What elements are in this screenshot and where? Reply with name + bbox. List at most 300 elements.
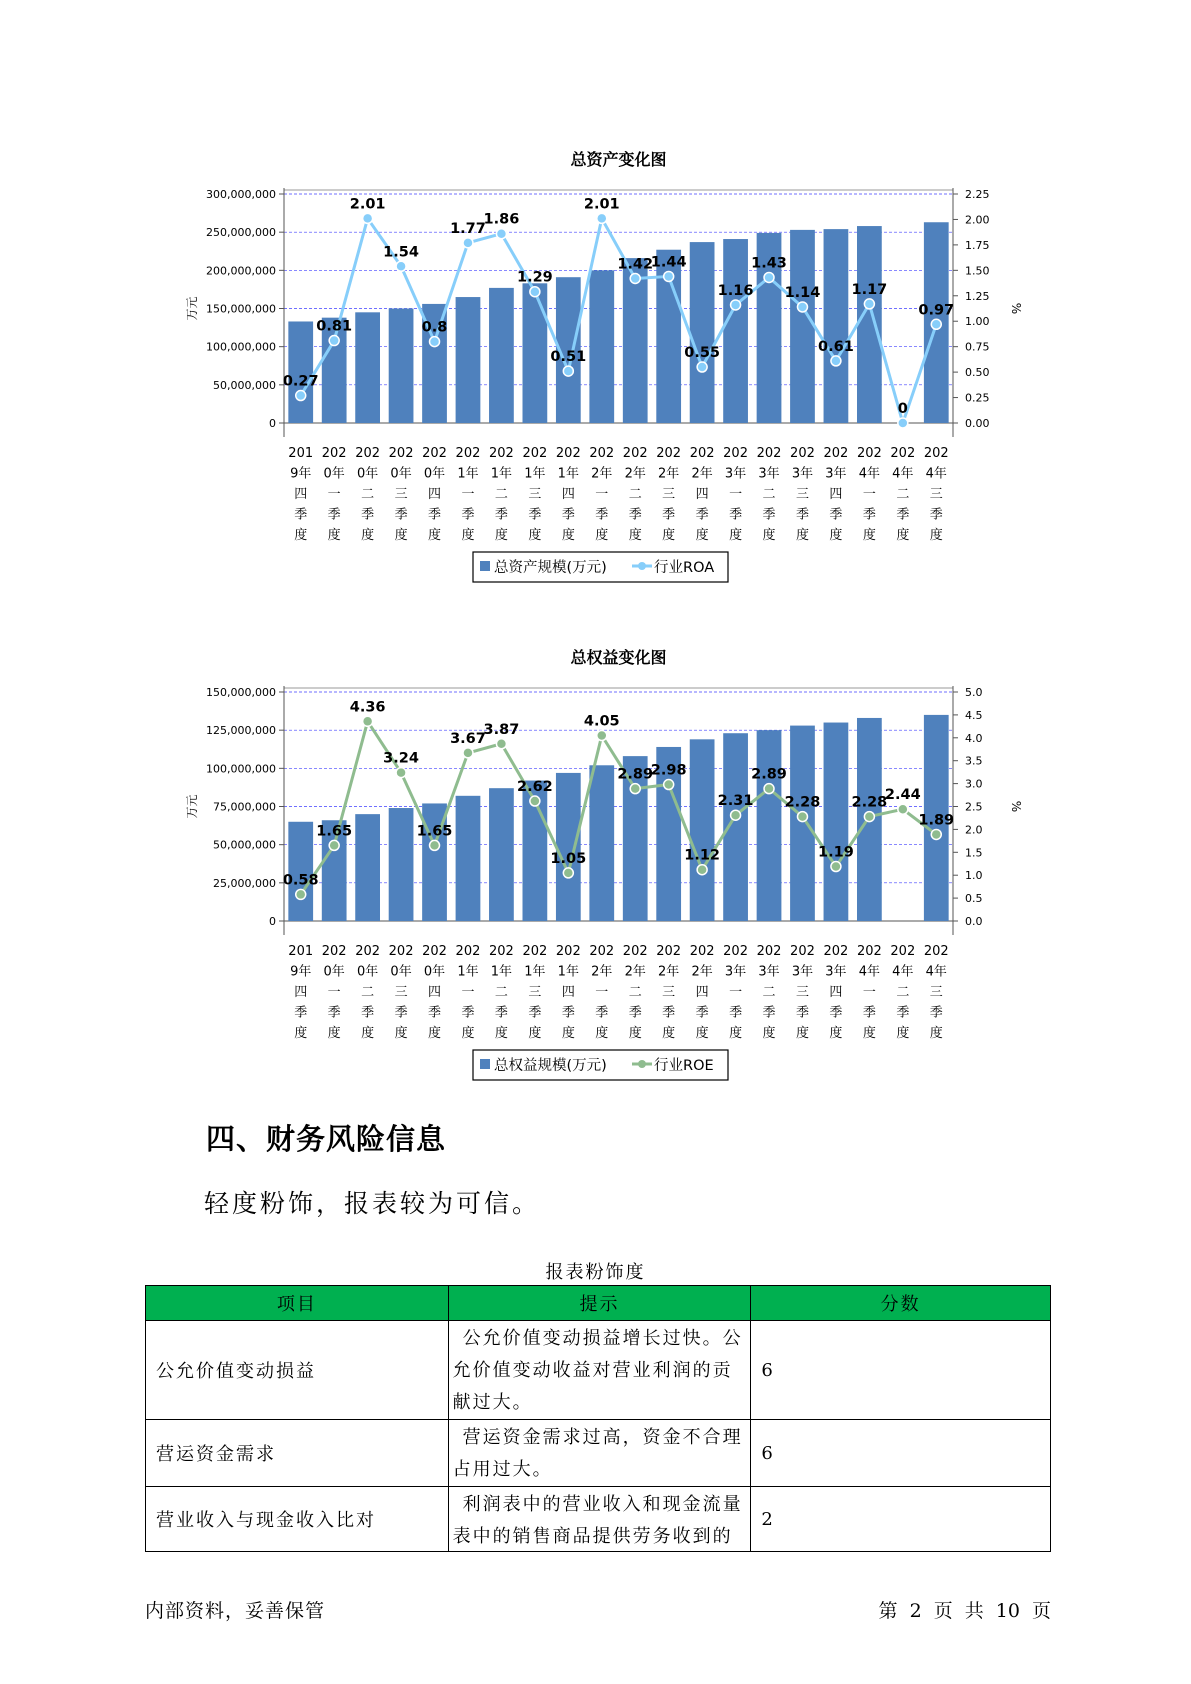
x-tick-label: 四: [294, 487, 308, 502]
x-tick-label: 度: [729, 1026, 743, 1041]
x-tick-label: 季: [896, 1005, 910, 1021]
chart-bar: [389, 808, 414, 921]
y2-tick-label: 4.5: [965, 708, 983, 722]
footer-note: 内部资料，妥善保管: [145, 1600, 326, 1622]
x-tick-label: 202: [923, 446, 949, 461]
y2-tick-label: 1.00: [965, 315, 990, 329]
x-tick-label: 度: [896, 528, 910, 543]
x-tick-label: 季: [327, 507, 341, 523]
series-point: [296, 391, 306, 401]
x-tick-label: 季: [929, 1005, 943, 1021]
x-tick-label: 度: [628, 1026, 642, 1041]
y2-tick-label: 1.75: [965, 238, 990, 252]
x-tick-label: 季: [695, 507, 709, 523]
series-point: [764, 272, 774, 282]
x-tick-label: 度: [361, 528, 375, 543]
series-point: [898, 804, 908, 814]
x-tick-label: 3年: [724, 466, 747, 482]
y-tick-label: 250,000,000: [206, 226, 276, 240]
x-tick-label: 季: [729, 507, 743, 523]
x-tick-label: 度: [561, 1026, 575, 1041]
chart-bar: [723, 239, 748, 423]
chart-svg: [0, 135, 1191, 605]
x-tick-label: 度: [327, 1026, 341, 1041]
y2-tick-label: 2.00: [965, 213, 990, 227]
x-tick-label: 度: [461, 528, 475, 543]
x-tick-label: 度: [795, 1026, 809, 1041]
table-header-item: 项目: [146, 1286, 449, 1321]
x-tick-label: 度: [762, 528, 776, 543]
y2-tick-label: 0.25: [965, 391, 990, 405]
x-tick-label: 三: [662, 487, 676, 502]
x-tick-label: 四: [561, 487, 575, 502]
x-tick-label: 度: [829, 528, 843, 543]
section-summary: 轻度粉饰，报表较为可信。: [204, 1189, 541, 1218]
chart-bar: [456, 796, 481, 921]
series-point: [931, 319, 941, 329]
data-label: 2.01: [583, 196, 620, 213]
chart-bar: [824, 229, 849, 423]
data-label: 1.42: [617, 256, 654, 273]
series-point: [430, 337, 440, 347]
series-point: [329, 840, 339, 850]
y2-tick-label: 0.50: [965, 366, 990, 380]
x-tick-label: 季: [896, 507, 910, 523]
data-label: 1.77: [450, 220, 486, 237]
x-tick-label: 度: [662, 1026, 676, 1041]
x-tick-label: 季: [394, 1005, 408, 1021]
x-tick-label: 4年: [892, 964, 914, 980]
x-tick-label: 202: [756, 446, 782, 461]
x-tick-label: 度: [762, 1026, 776, 1041]
y2-tick-label: 5.0: [965, 686, 983, 699]
x-tick-label: 季: [528, 507, 542, 523]
y-tick-label: 300,000,000: [206, 188, 276, 201]
series-point: [630, 273, 640, 283]
row-hint: 利润表中的营业收入和现金流量表中的销售商品提供劳务收到的: [452, 1494, 743, 1547]
y2-tick-label: 3.0: [965, 777, 983, 791]
x-tick-label: 季: [762, 507, 776, 523]
x-tick-label: 202: [422, 446, 447, 461]
x-tick-label: 3年: [791, 964, 814, 980]
x-tick-label: 度: [862, 528, 876, 543]
chart-bar: [857, 226, 882, 423]
x-tick-label: 0年: [423, 466, 446, 482]
chart-bar: [522, 283, 547, 423]
total-assets-chart: [0, 135, 1191, 605]
data-label: 1.86: [483, 211, 520, 228]
series-point: [496, 229, 506, 239]
x-tick-label: 1年: [557, 964, 579, 980]
chart-bar: [489, 288, 514, 423]
series-point: [630, 784, 640, 794]
series-point: [363, 213, 373, 223]
plot-frame: [284, 190, 953, 423]
x-tick-label: 季: [628, 507, 642, 523]
y-tick-label: 100,000,000: [206, 340, 276, 354]
data-label: 1.65: [416, 823, 453, 840]
x-tick-label: 202: [589, 446, 615, 461]
x-tick-label: 四: [428, 487, 442, 502]
x-tick-label: 202: [923, 944, 949, 959]
x-tick-label: 202: [455, 446, 481, 461]
x-tick-label: 季: [795, 1005, 809, 1021]
data-label: 0.61: [818, 338, 854, 355]
risk-table: [145, 1285, 1051, 1552]
legend-line-marker: [638, 562, 646, 570]
chart-bar: [757, 730, 782, 921]
x-tick-label: 度: [628, 528, 642, 543]
chart-bar: [690, 739, 715, 921]
x-tick-label: 202: [321, 944, 347, 959]
x-tick-label: 度: [662, 528, 676, 543]
series-point: [797, 812, 807, 822]
x-tick-label: 季: [361, 1005, 375, 1021]
x-tick-label: 一: [327, 985, 341, 1000]
series-point: [864, 299, 874, 309]
x-tick-label: 202: [489, 446, 514, 461]
series-point: [697, 362, 707, 372]
data-label: 0: [897, 401, 908, 417]
x-tick-label: 201: [288, 446, 314, 461]
x-tick-label: 度: [327, 528, 341, 543]
x-tick-label: 度: [929, 528, 943, 543]
x-tick-label: 202: [823, 446, 849, 461]
y2-tick-label: 0.5: [965, 892, 983, 906]
x-tick-label: 1年: [490, 466, 513, 482]
x-tick-label: 0年: [423, 964, 446, 980]
legend-bar-swatch: [480, 561, 490, 571]
y2-tick-label: 1.50: [965, 264, 990, 278]
page-number: 第 2 页 共 10 页: [878, 1600, 1051, 1622]
y2-axis-label: %: [1009, 302, 1023, 315]
legend-bar-swatch: [480, 1059, 490, 1069]
series-point: [363, 716, 373, 726]
data-label: 1.14: [784, 284, 821, 301]
chart-title: 总权益变化图: [570, 648, 667, 667]
data-label: 3.67: [450, 730, 486, 747]
data-label: 1.17: [851, 281, 888, 298]
data-label: 4.05: [583, 713, 620, 730]
x-tick-label: 度: [428, 528, 442, 543]
x-tick-label: 202: [723, 944, 748, 959]
data-label: 2.44: [884, 787, 921, 804]
legend-bar-label: 总资产规模(万元): [494, 560, 607, 576]
x-tick-label: 季: [461, 507, 475, 523]
y2-tick-label: 4.0: [965, 731, 983, 745]
x-tick-label: 1年: [524, 964, 546, 980]
x-tick-label: 季: [862, 1005, 876, 1021]
x-tick-label: 一: [461, 985, 475, 1000]
x-tick-label: 202: [823, 944, 849, 959]
x-tick-label: 季: [461, 1005, 475, 1021]
row-hint: 公允价值变动损益增长过快。公允价值变动收益对营业利润的贡献过大。: [448, 1321, 751, 1420]
x-tick-label: 9年: [290, 964, 312, 980]
series-point: [530, 796, 540, 806]
y2-tick-label: 3.5: [965, 754, 983, 768]
data-label: 2.98: [650, 762, 687, 779]
row-score: 6: [751, 1420, 1051, 1487]
chart-bar: [456, 297, 481, 423]
x-tick-label: 度: [829, 1026, 843, 1041]
x-tick-label: 1年: [490, 964, 513, 980]
series-point: [530, 287, 540, 297]
data-label: 1.19: [818, 844, 854, 861]
row-item: 营运资金需求: [146, 1420, 449, 1487]
x-tick-label: 二: [494, 985, 508, 1000]
x-tick-label: 季: [762, 1005, 776, 1021]
x-tick-label: 二: [896, 985, 910, 1000]
x-tick-label: 3年: [825, 466, 847, 482]
x-tick-label: 季: [327, 1005, 341, 1021]
x-tick-label: 202: [589, 944, 615, 959]
chart-bar: [489, 788, 514, 921]
x-tick-label: 季: [662, 1005, 676, 1021]
x-tick-label: 度: [729, 528, 743, 543]
data-label: 2.62: [516, 779, 553, 796]
series-point: [831, 861, 841, 871]
chart-bar: [288, 321, 313, 423]
x-tick-label: 季: [829, 1005, 843, 1021]
x-tick-label: 202: [790, 944, 815, 959]
x-tick-label: 三: [795, 985, 809, 1000]
x-tick-label: 202: [856, 944, 882, 959]
x-tick-label: 二: [896, 487, 910, 502]
series-point: [396, 261, 406, 271]
x-tick-label: 4年: [892, 466, 914, 482]
x-tick-label: 一: [862, 985, 876, 1000]
x-tick-label: 0年: [390, 964, 412, 980]
series-point: [597, 731, 607, 741]
chart-bar: [288, 822, 313, 921]
x-tick-label: 度: [428, 1026, 442, 1041]
x-tick-label: 二: [762, 487, 776, 502]
series-point: [797, 302, 807, 312]
x-tick-label: 202: [555, 944, 581, 959]
x-tick-label: 202: [522, 944, 548, 959]
x-tick-label: 202: [622, 446, 648, 461]
x-tick-label: 季: [494, 1005, 508, 1021]
x-tick-label: 季: [528, 1005, 542, 1021]
x-tick-label: 2年: [591, 964, 613, 980]
x-tick-label: 201: [288, 944, 314, 959]
x-tick-label: 度: [394, 1026, 408, 1041]
data-label: 2.28: [784, 794, 821, 811]
x-tick-label: 202: [656, 446, 682, 461]
x-tick-label: 二: [628, 985, 642, 1000]
data-label: 0.97: [918, 302, 955, 319]
series-point: [496, 739, 506, 749]
x-tick-label: 0年: [356, 466, 379, 482]
legend-line-label: 行业ROA: [654, 560, 715, 576]
x-tick-label: 202: [689, 944, 715, 959]
data-label: 0.8: [421, 319, 448, 336]
y-tick-label: 125,000,000: [206, 724, 276, 738]
y-tick-label: 0: [269, 417, 276, 430]
chart-bar: [355, 312, 380, 423]
x-tick-label: 二: [361, 487, 375, 502]
row-hint: 营运资金需求过高，资金不合理占用过大。: [448, 1420, 751, 1487]
data-label: 0.55: [684, 345, 721, 362]
data-label: 0.27: [282, 373, 319, 390]
data-label: 4.36: [349, 699, 386, 716]
data-label: 0.51: [550, 349, 587, 366]
series-point: [664, 780, 674, 790]
chart-bar: [355, 814, 380, 921]
x-tick-label: 二: [361, 985, 375, 1000]
series-point: [563, 366, 573, 376]
x-tick-label: 度: [494, 528, 508, 543]
data-label: 1.65: [316, 823, 353, 840]
chart-bar: [690, 242, 715, 423]
x-tick-label: 季: [561, 507, 575, 523]
series-point: [731, 300, 741, 310]
data-label: 1.89: [918, 812, 955, 829]
x-tick-label: 季: [294, 507, 308, 523]
x-tick-label: 四: [294, 985, 308, 1000]
section-heading: 四、财务风险信息: [206, 1122, 447, 1156]
x-tick-label: 度: [394, 528, 408, 543]
legend-bar-label: 总权益规模(万元): [494, 1058, 607, 1074]
y-tick-label: 0: [269, 915, 276, 928]
x-tick-label: 季: [795, 507, 809, 523]
table-row: [146, 1420, 1051, 1487]
x-tick-label: 三: [394, 985, 408, 1000]
series-point: [463, 748, 473, 758]
x-tick-label: 202: [723, 446, 748, 461]
x-tick-label: 季: [829, 507, 843, 523]
x-tick-label: 3年: [791, 466, 814, 482]
series-point: [296, 889, 306, 899]
series-point: [664, 271, 674, 281]
x-tick-label: 季: [662, 507, 676, 523]
y-tick-label: 150,000,000: [206, 686, 276, 699]
data-label: 0.58: [282, 872, 319, 889]
x-tick-label: 季: [595, 1005, 609, 1021]
series-point: [864, 812, 874, 822]
x-tick-label: 一: [327, 487, 341, 502]
x-tick-label: 202: [355, 944, 381, 959]
x-tick-label: 季: [428, 507, 442, 523]
x-tick-label: 一: [595, 985, 609, 1000]
y2-tick-label: 0.00: [965, 417, 990, 430]
x-tick-label: 度: [528, 528, 542, 543]
y-tick-label: 100,000,000: [206, 762, 276, 776]
x-tick-label: 季: [595, 507, 609, 523]
x-tick-label: 三: [929, 985, 943, 1000]
y2-tick-label: 0.0: [965, 915, 983, 928]
x-tick-label: 季: [361, 507, 375, 523]
series-point: [731, 810, 741, 820]
data-label: 1.54: [383, 244, 419, 261]
x-tick-label: 2年: [591, 466, 613, 482]
chart-legend: [473, 1050, 728, 1080]
data-label: 1.05: [550, 850, 587, 867]
x-tick-label: 4年: [858, 964, 881, 980]
x-tick-label: 2年: [624, 466, 646, 482]
x-tick-label: 202: [890, 446, 916, 461]
y-tick-label: 50,000,000: [213, 838, 276, 852]
series-point: [931, 829, 941, 839]
x-tick-label: 202: [689, 446, 715, 461]
x-tick-label: 二: [494, 487, 508, 502]
data-label: 0.81: [316, 318, 353, 335]
chart-title: 总资产变化图: [570, 150, 667, 169]
y2-tick-label: 2.5: [965, 800, 983, 814]
x-tick-label: 202: [756, 944, 782, 959]
x-tick-label: 202: [321, 446, 347, 461]
x-tick-label: 度: [929, 1026, 943, 1041]
x-tick-label: 一: [862, 487, 876, 502]
chart-bar: [790, 726, 815, 921]
chart-bar: [389, 309, 414, 424]
x-tick-label: 202: [890, 944, 916, 959]
x-tick-label: 202: [522, 446, 548, 461]
data-label: 1.12: [684, 847, 721, 864]
x-tick-label: 1年: [457, 964, 479, 980]
data-label: 2.01: [349, 196, 386, 213]
chart-bar: [589, 270, 614, 423]
series-point: [563, 868, 573, 878]
y2-tick-label: 1.0: [965, 869, 983, 883]
x-tick-label: 度: [294, 1026, 308, 1041]
x-tick-label: 3年: [724, 964, 747, 980]
y2-tick-label: 2.0: [965, 823, 983, 837]
x-tick-label: 1年: [524, 466, 546, 482]
data-label: 1.43: [751, 255, 787, 272]
x-tick-label: 0年: [323, 964, 345, 980]
table-header-hint: 提示: [448, 1286, 751, 1321]
y2-tick-label: 1.5: [965, 846, 983, 860]
data-label: 2.31: [717, 793, 754, 810]
row-item: 公允价值变动损益: [146, 1321, 449, 1420]
x-tick-label: 度: [862, 1026, 876, 1041]
data-label: 3.24: [383, 750, 419, 767]
y2-tick-label: 0.75: [965, 340, 990, 354]
x-tick-label: 202: [355, 446, 381, 461]
x-tick-label: 3年: [758, 964, 780, 980]
chart-bar: [790, 230, 815, 423]
x-tick-label: 0年: [323, 466, 345, 482]
data-label: 2.28: [851, 794, 888, 811]
x-tick-label: 度: [494, 1026, 508, 1041]
x-tick-label: 四: [428, 985, 442, 1000]
x-tick-label: 度: [695, 528, 709, 543]
chart-bar: [556, 773, 581, 921]
total-equity-chart: [0, 633, 1191, 1103]
x-tick-label: 4年: [925, 466, 947, 482]
x-tick-label: 四: [829, 985, 843, 1000]
y2-tick-label: 1.25: [965, 289, 990, 303]
y-axis-label: 万元: [185, 794, 199, 819]
y-axis-label: 万元: [185, 296, 199, 321]
data-label: 2.89: [751, 766, 787, 783]
x-tick-label: 季: [729, 1005, 743, 1021]
x-tick-label: 202: [656, 944, 682, 959]
y-tick-label: 200,000,000: [206, 264, 276, 278]
x-tick-label: 度: [294, 528, 308, 543]
x-tick-label: 202: [790, 446, 815, 461]
x-tick-label: 季: [929, 507, 943, 523]
x-tick-label: 季: [494, 507, 508, 523]
x-tick-label: 四: [561, 985, 575, 1000]
x-tick-label: 度: [561, 528, 575, 543]
series-point: [430, 840, 440, 850]
series-point: [396, 768, 406, 778]
x-tick-label: 3年: [825, 964, 847, 980]
row-item: 营业收入与现金收入比对: [146, 1487, 449, 1552]
x-tick-label: 4年: [925, 964, 947, 980]
